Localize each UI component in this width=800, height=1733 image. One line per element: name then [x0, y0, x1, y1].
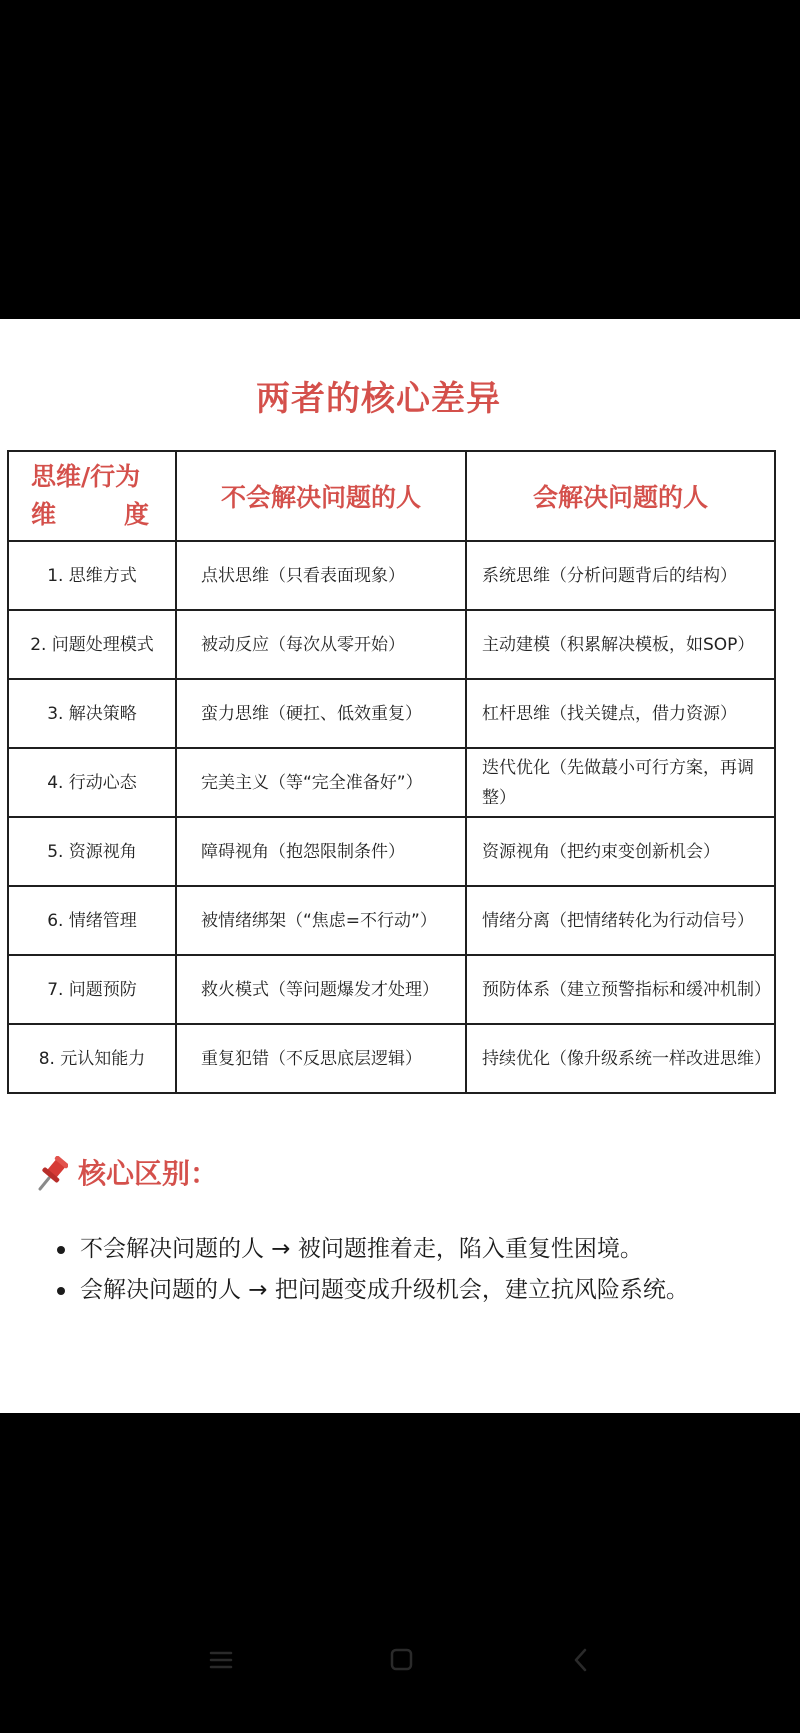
bullet-dot — [57, 1287, 65, 1295]
table-row — [8, 541, 775, 610]
table-row — [8, 748, 775, 817]
table-row — [8, 679, 775, 748]
bullet-dot — [57, 1246, 65, 1254]
header-dimension-line1: 思维/行为 — [31, 462, 141, 491]
home-square-icon[interactable] — [381, 1640, 421, 1680]
list-item-text: 不会解决问题的人 → 被问题推着走，陷入重复性困境。 — [80, 1236, 643, 1262]
core-difference-title: 核心区别： — [78, 1157, 219, 1190]
solve-cell: 系统思维（分析问题背后的结构） — [466, 541, 775, 610]
list-item — [38, 1270, 758, 1311]
dimension-cell: 7. 问题预防 — [8, 955, 176, 1024]
list-item — [38, 1229, 758, 1270]
table-header-row — [8, 451, 775, 541]
solve-cell: 资源视角（把约束变创新机会） — [466, 817, 775, 886]
dimension-cell: 3. 解决策略 — [8, 679, 176, 748]
solve-cell: 情绪分离（把情绪转化为行动信号） — [466, 886, 775, 955]
no-solve-cell: 救火模式（等问题爆发才处理） — [176, 955, 466, 1024]
no-solve-cell: 完美主义（等“完全准备好”） — [176, 748, 466, 817]
solve-cell: 持续优化（像升级系统一样改进思维） — [466, 1024, 775, 1093]
list-item-text: 会解决问题的人 → 把问题变成升级机会，建立抗风险系统。 — [80, 1277, 689, 1303]
no-solve-cell: 被情绪绑架（“焦虑=不行动”） — [176, 886, 466, 955]
header-solve: 会解决问题的人 — [466, 451, 775, 541]
solve-cell: 主动建模（积累解决模板，如SOP） — [466, 610, 775, 679]
table-row — [8, 610, 775, 679]
system-navigation-bar — [0, 1640, 800, 1680]
table-row — [8, 1024, 775, 1093]
solve-cell: 预防体系（建立预警指标和缓冲机制） — [466, 955, 775, 1024]
dimension-cell: 5. 资源视角 — [8, 817, 176, 886]
header-dimension — [8, 451, 176, 541]
table-row — [8, 886, 775, 955]
header-dimension-line2 — [31, 496, 149, 534]
table-row — [8, 955, 775, 1024]
header-no-solve: 不会解决问题的人 — [176, 451, 466, 541]
header-dimension-char-2: 度 — [123, 500, 149, 529]
no-solve-cell: 蛮力思维（硬扛、低效重复） — [176, 679, 466, 748]
table-row — [8, 817, 775, 886]
page-title: 两者的核心差异 — [256, 379, 501, 419]
content-panel — [0, 319, 800, 1413]
core-difference-list — [38, 1229, 758, 1311]
comparison-table — [7, 450, 776, 1094]
core-difference-heading — [36, 1154, 218, 1194]
back-chevron-icon[interactable] — [561, 1640, 601, 1680]
no-solve-cell: 点状思维（只看表面现象） — [176, 541, 466, 610]
dimension-cell: 6. 情绪管理 — [8, 886, 176, 955]
no-solve-cell: 被动反应（每次从零开始） — [176, 610, 466, 679]
pushpin-icon — [36, 1156, 68, 1192]
header-dimension-char-1: 维 — [31, 500, 57, 529]
solve-cell: 迭代优化（先做蕞小可行方案，再调整） — [466, 748, 775, 817]
solve-cell: 杠杆思维（找关键点，借力资源） — [466, 679, 775, 748]
menu-icon[interactable] — [201, 1640, 241, 1680]
dimension-cell: 8. 元认知能力 — [8, 1024, 176, 1093]
dimension-cell: 2. 问题处理模式 — [8, 610, 176, 679]
dimension-cell: 1. 思维方式 — [8, 541, 176, 610]
dimension-cell: 4. 行动心态 — [8, 748, 176, 817]
no-solve-cell: 重复犯错（不反思底层逻辑） — [176, 1024, 466, 1093]
no-solve-cell: 障碍视角（抱怨限制条件） — [176, 817, 466, 886]
